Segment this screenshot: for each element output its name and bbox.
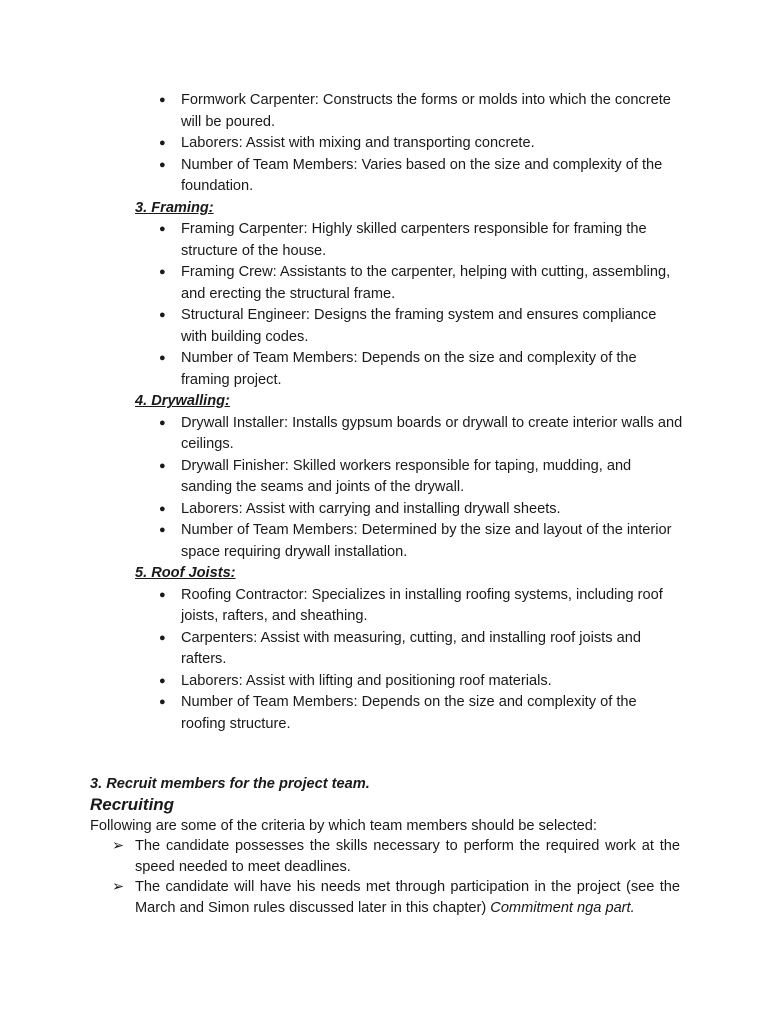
list-item [0,348,768,391]
list-item-text: Drywall Installer: Installs gypsum boards or drywall to create interior walls and ceilings. [181,414,683,452]
bullet-icon: ● [159,502,166,515]
team-roles-section [0,90,768,735]
roof-joists-heading: 5. Roof Joists: [135,565,236,581]
list-item [0,413,768,456]
list-item [0,671,768,693]
bullet-icon: ● [159,696,166,708]
framing-roles-list [0,219,768,391]
list-item [90,836,680,877]
bullet-icon: ● [159,631,166,644]
list-item [0,133,768,155]
bullet-icon: ● [159,266,166,278]
list-item [0,520,768,563]
list-item-text: Framing Crew: Assistants to the carpenter, helping with cutting, assembling, and erecting the structural frame. [181,264,671,302]
bullet-icon: ● [159,223,166,235]
arrow-bullet-icon: ➢ [112,838,125,854]
bullet-icon: ● [159,352,166,364]
list-item-text: Number of Team Members: Depends on the size and complexity of the framing project. [181,350,637,388]
list-item [0,90,768,133]
list-item-text: Number of Team Members: Varies based on the size and complexity of the foundation. [181,156,663,194]
bullet-icon: ● [159,94,166,106]
list-item-text: Drywall Finisher: Skilled workers responsible for taping, mudding, and sanding the seams and joints of the drywall. [181,457,632,495]
bullet-icon: ● [159,588,166,601]
arrow-bullet-icon: ➢ [112,879,125,895]
list-item [0,155,768,198]
list-item-text: Number of Team Members: Depends on the size and complexity of the roofing structure. [181,694,637,732]
list-item [0,219,768,262]
list-item-italic-note: Commitment nga part. [490,899,635,916]
drywalling-heading: 4. Drywalling: [135,393,230,409]
roof-joists-roles-list [0,585,768,736]
list-item-text: Formwork Carpenter: Constructs the forms or molds into which the concrete will be poured. [181,92,671,130]
list-item-text: Framing Carpenter: Highly skilled carpenters responsible for framing the structure of the house. [181,221,647,259]
list-item-text: Carpenters: Assist with measuring, cutting, and installing roof joists and rafters. [181,629,641,667]
list-item [0,456,768,499]
list-item-text: Roofing Contractor: Specializes in installing roofing systems, including roof joists, rafters, and sheathing. [181,586,663,624]
list-item-text: Laborers: Assist with mixing and transporting concrete. [181,135,535,151]
recruiting-heading: Recruiting [90,795,175,814]
foundation-roles-list [0,90,768,198]
list-item-text: The candidate possesses the skills necessary to perform the required work at the speed needed to meet deadlines. [135,838,680,875]
bullet-icon: ● [159,309,166,321]
list-item-text: The candidate will have his needs met through participation in the project (see the March and Simon rules discussed later in this chapter) [135,879,680,916]
recruiting-section [90,774,680,918]
framing-heading: 3. Framing: [135,199,214,216]
bullet-icon: ● [159,459,166,472]
bullet-icon: ● [159,524,166,536]
list-item [0,262,768,305]
list-item [0,692,768,735]
drywalling-roles-list [0,413,768,564]
list-item [0,305,768,348]
selection-criteria-list [90,836,680,918]
list-item [0,499,768,521]
list-item-text: Structural Engineer: Designs the framing system and ensures compliance with building codes. [181,307,657,345]
list-item [0,585,768,628]
bullet-icon: ● [159,137,166,149]
recruiting-intro-text: Following are some of the criteria by which team members should be selected: [90,818,597,834]
list-item [90,877,680,918]
recruit-step-title: 3. Recruit members for the project team. [90,776,370,792]
bullet-icon: ● [159,416,166,429]
list-item-text: Number of Team Members: Determined by the size and layout of the interior space requiring drywall installation. [181,522,672,560]
list-item-text: Laborers: Assist with lifting and positioning roof materials. [181,672,552,689]
bullet-icon: ● [159,674,166,687]
list-item [0,628,768,671]
list-item-text: Laborers: Assist with carrying and installing drywall sheets. [181,500,561,517]
bullet-icon: ● [159,158,166,171]
